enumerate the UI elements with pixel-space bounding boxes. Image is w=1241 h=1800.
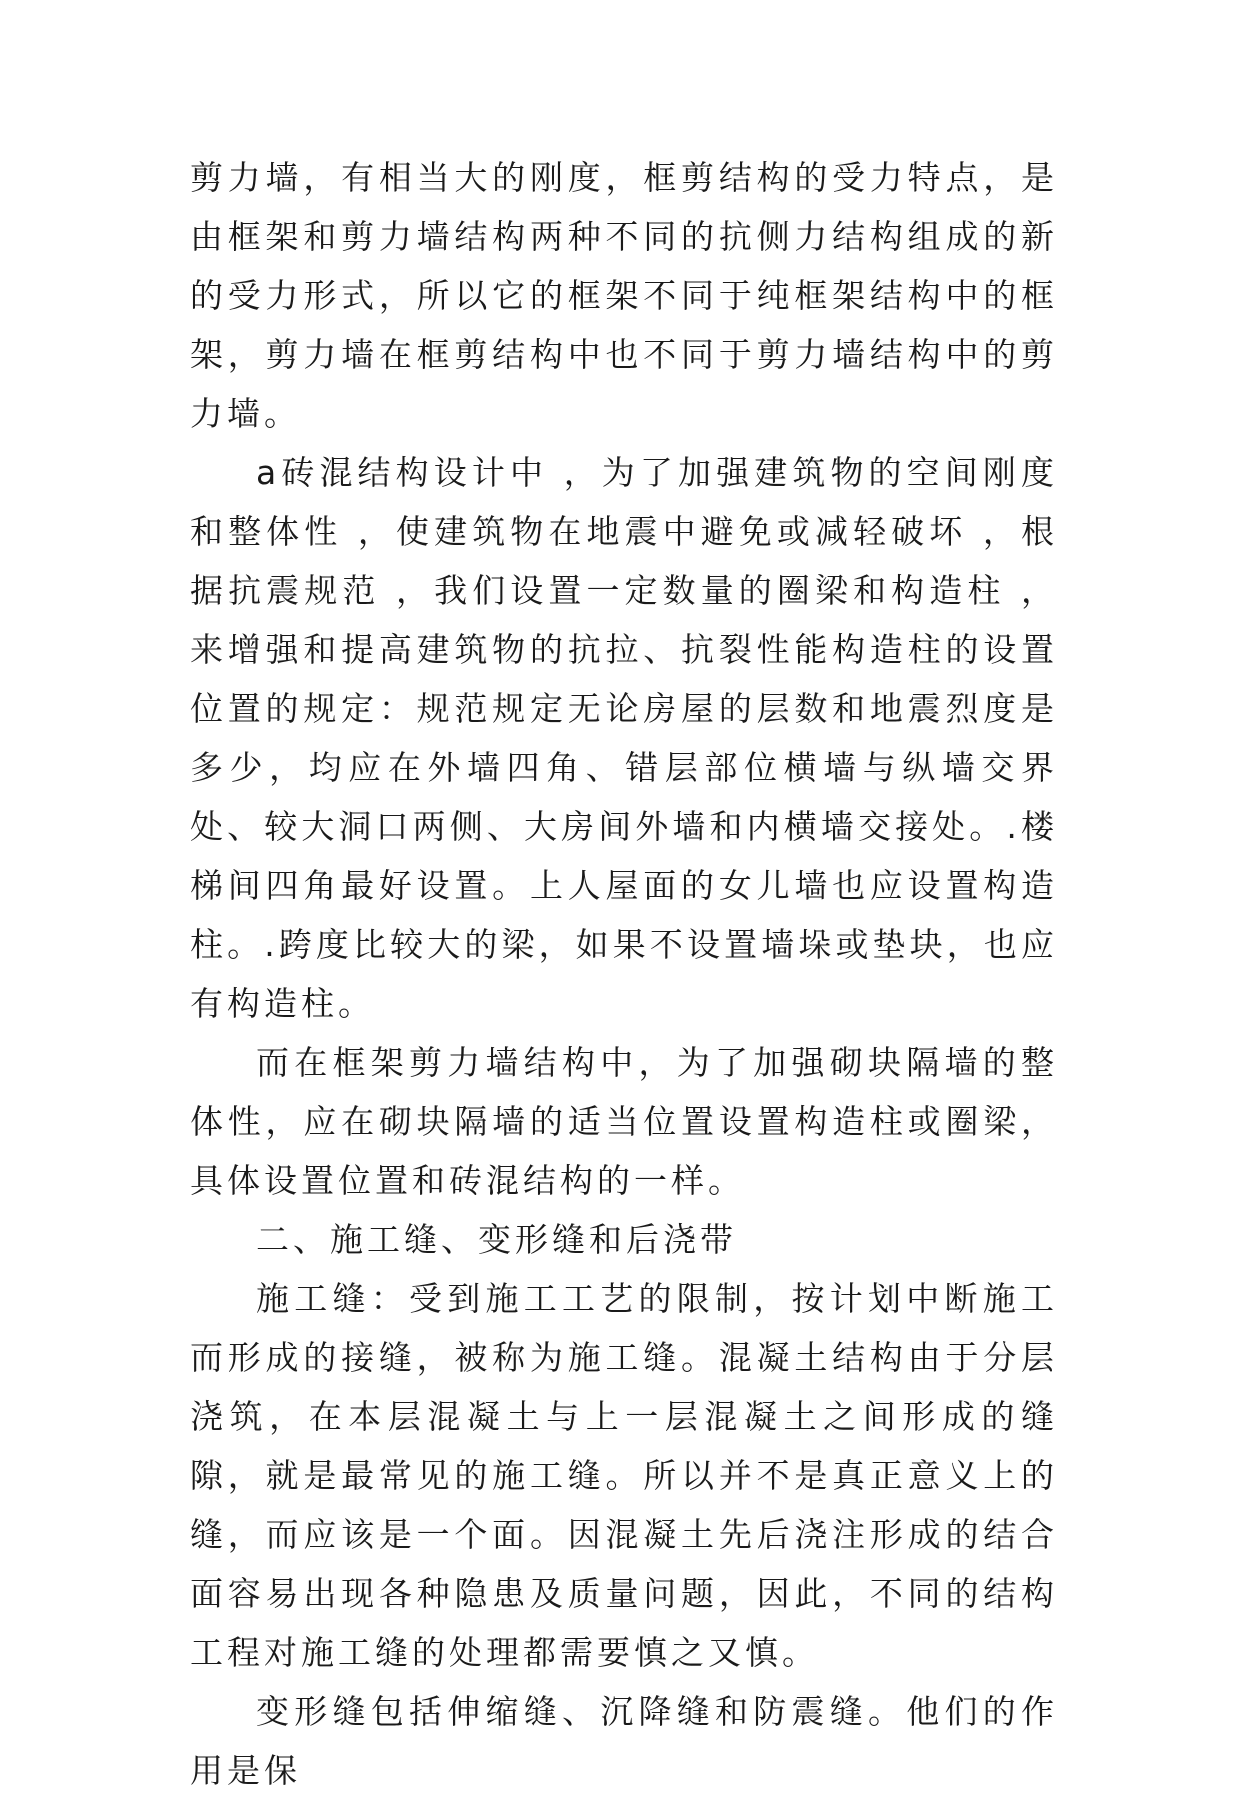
paragraph-frame-shear-wall: 而在框架剪力墙结构中，为了加强砌块隔墙的整体性，应在砌块隔墙的适当位置设置构造柱或圈梁，具体设置位置和砖混结构的一样。	[190, 1043, 1058, 1200]
paragraph-continuation: 剪力墙，有相当大的刚度，框剪结构的受力特点，是由框架和剪力墙结构两种不同的抗侧力结构组成的新的受力形式，所以它的框架不同于纯框架结构中的框架，剪力墙在框剪结构中也不同于剪力墙结构中的剪力墙。	[190, 158, 1058, 433]
paragraph-brick-structure: a砖混结构设计中 ，为了加强建筑物的空间刚度和整体性 ，使建筑物在地震中避免或减轻破坏 ，根据抗震规范 ，我们设置一定数量的圈梁和构造柱 ，来增强和提高建筑物的抗拉、抗裂性能构造柱的设置位置的规定：规范规定无论房屋的层数和地震烈度是多少，均应在外墙四角、错层部位横墙与纵墙交界处、较大洞口两侧、大房间外墙和内横墙交接处。.楼梯间四角最好设置。上人屋面的女儿墙也应设置构造柱。.跨度比较大的梁，如果不设置墙垛或垫块，也应有构造柱。	[190, 453, 1058, 1023]
paragraph-deformation-joint: 变形缝包括伸缩缝、沉降缝和防震缝。他们的作用是保	[190, 1692, 1058, 1790]
section-heading: 二、施工缝、变形缝和后浇带	[256, 1220, 737, 1259]
paragraph-construction-joint: 施工缝：受到施工工艺的限制，按计划中断施工而形成的接缝，被称为施工缝。混凝土结构由于分层浇筑，在本层混凝土与上一层混凝土之间形成的缝隙，就是最常见的施工缝。所以并不是真正意义上的缝，而应该是一个面。因混凝土先后浇注形成的结合面容易出现各种隐患及质量问题，因此，不同的结构工程对施工缝的处理都需要慎之又慎。	[190, 1279, 1058, 1672]
document-body	[190, 148, 1058, 1800]
